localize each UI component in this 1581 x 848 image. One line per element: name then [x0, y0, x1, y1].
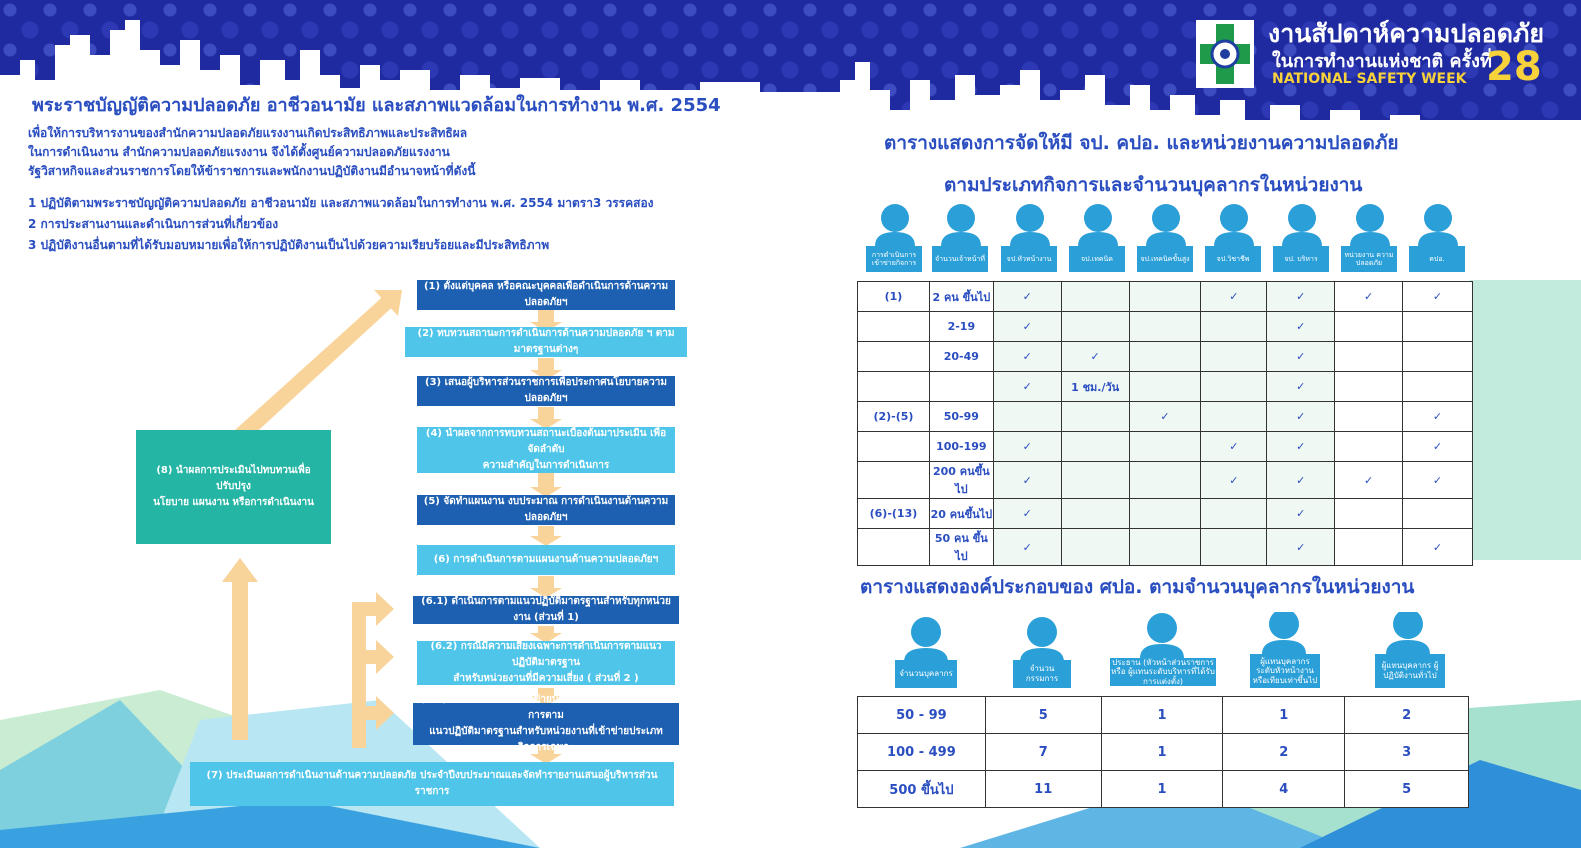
flow-step-8 — [136, 430, 331, 544]
staffing-table-cell: ✓ — [1403, 402, 1473, 432]
table1-title-line2: ตามประเภทกิจการและจำนวนบุคลากรในหน่วยงาน — [940, 170, 1366, 200]
staffing-table-cell — [1335, 402, 1403, 432]
committee-table-body — [858, 697, 1469, 808]
table2-header-0: จำนวนบุคลากร — [895, 660, 957, 688]
staffing-table-cell — [1201, 312, 1267, 342]
table1-header-0: การดำเนินการ เข้าข่ายกิจการ — [866, 246, 922, 272]
staffing-table-cell: ✓ — [1403, 462, 1473, 499]
flow-step-1 — [417, 280, 675, 310]
table1-header-6: จป. บริหาร — [1273, 246, 1329, 272]
logo-edition-number: 28 — [1486, 44, 1542, 90]
staffing-table-cell — [858, 312, 930, 342]
duty-2: 2 การประสานงานและดำเนินการส่วนที่เกี่ยวข้อง — [28, 217, 279, 231]
flow-step-7 — [190, 762, 674, 806]
staffing-table-cell: 50 คน ขึ้นไป — [929, 529, 993, 566]
staffing-table-cell — [1061, 529, 1129, 566]
staffing-table-cell: ✓ — [993, 432, 1061, 462]
staffing-table-cell: ✓ — [1403, 529, 1473, 566]
committee-table-cell: 1 — [1101, 771, 1223, 808]
staffing-table-cell: ✓ — [1129, 402, 1201, 432]
staffing-table-cell: (1) — [858, 282, 930, 312]
staffing-table-cell — [858, 342, 930, 372]
table1-header-2: จป.หัวหน้างาน — [1001, 246, 1057, 272]
staffing-table-cell: ✓ — [1267, 282, 1335, 312]
staffing-table-cell: ✓ — [1267, 372, 1335, 402]
staffing-table-cell — [1061, 499, 1129, 529]
flow-step-3 — [417, 376, 675, 406]
staffing-table-cell — [1403, 499, 1473, 529]
staffing-table-cell: 1 ชม./วัน — [1061, 372, 1129, 402]
intro-line-1: เพื่อให้การบริหารงานของสำนักความปลอดภัยแรงงานเกิดประสิทธิภาพและประสิทธิผล — [28, 126, 468, 140]
staffing-table-cell — [858, 462, 930, 499]
staffing-table-cell — [858, 372, 930, 402]
staffing-table-cell — [1201, 499, 1267, 529]
staffing-table-cell — [1061, 462, 1129, 499]
staffing-table-cell — [1335, 499, 1403, 529]
logo-title-line1: งานสัปดาห์ความปลอดภัย — [1268, 19, 1545, 48]
staffing-table-cell — [1335, 312, 1403, 342]
staffing-table-cell: ✓ — [1061, 342, 1129, 372]
table1-header-8: คปอ. — [1409, 246, 1465, 272]
staffing-table-cell: 20 คนขึ้นไป — [929, 499, 993, 529]
flow-step-4-line2: ความสำคัญในการดำเนินการ — [482, 460, 610, 471]
staffing-table-cell — [1061, 432, 1129, 462]
logo-title-english: NATIONAL SAFETY WEEK — [1272, 71, 1467, 87]
flow-step-2-text: (2) ทบทวนสถานะการดำเนินการด้านความปลอดภัย ฯ ตามมาตรฐานต่างๆ — [417, 328, 675, 355]
table2-title: ตารางแสดงองค์ประกอบของ ศปอ. ตามจำนวนบุคลากรในหน่วยงาน — [860, 576, 1415, 598]
flow-step-4-line1: (4) นำผลจากการทบทวนสถานะเบื้องต้นมาประเมิน เพื่อจัดลำดับ — [425, 428, 667, 455]
flow-step-6-1 — [413, 596, 679, 624]
page-title: พระราชบัญญัติความปลอดภัย อาชีวอนามัย และสภาพแวดล้อมในการทำงาน พ.ศ. 2554 — [28, 90, 725, 119]
staffing-table-cell — [1129, 462, 1201, 499]
table1-header-5: จป.วิชาชีพ — [1205, 246, 1261, 272]
staffing-table-row — [858, 312, 1473, 342]
staffing-table-cell — [929, 372, 993, 402]
staffing-table-cell — [1129, 342, 1201, 372]
staffing-table-cell: ✓ — [993, 372, 1061, 402]
committee-table-cell: 50 - 99 — [858, 697, 986, 734]
flow-step-6-3 — [413, 694, 679, 753]
staffing-table-cell — [858, 529, 930, 566]
staffing-table-cell — [1403, 372, 1473, 402]
staffing-table-cell — [1129, 372, 1201, 402]
person-icons-row1 — [862, 200, 1482, 246]
staffing-table-cell — [1201, 372, 1267, 402]
staffing-table-cell: 2 คน ขึ้นไป — [929, 282, 993, 312]
committee-table-cell: 100 - 499 — [858, 734, 986, 771]
flow-step-6-2 — [417, 641, 675, 685]
logo-title-line2: ในการทำงานแห่งชาติ ครั้งที่ — [1272, 51, 1492, 72]
staffing-table-cell — [1335, 432, 1403, 462]
table1-title-line1: ตารางแสดงการจัดให้มี จป. คปอ. และหน่วยงานความปลอดภัย — [880, 128, 1402, 158]
table2-header-3: ผู้แทนบุคลากร ระดับหัวหน้างาน หรือเทียบเท่าขึ้นไป — [1250, 654, 1320, 688]
staffing-table-cell — [1061, 312, 1129, 342]
flow-step-6-text: (6) การดำเนินการตามแผนงานด้านความปลอดภัยฯ — [433, 554, 659, 565]
staffing-table-cell: ✓ — [1267, 312, 1335, 342]
staffing-table-row — [858, 372, 1473, 402]
committee-table-cell: 3 — [1345, 734, 1469, 771]
staffing-table-cell: 20-49 — [929, 342, 993, 372]
committee-table-cell: 11 — [985, 771, 1101, 808]
staffing-table-cell: ✓ — [1267, 342, 1335, 372]
staffing-table-cell: ✓ — [1201, 432, 1267, 462]
staffing-table-cell: ✓ — [993, 312, 1061, 342]
flow-step-6 — [417, 545, 675, 575]
staffing-table-body — [858, 282, 1473, 566]
staffing-table-cell — [993, 402, 1061, 432]
staffing-table-cell: ✓ — [993, 462, 1061, 499]
staffing-table-row — [858, 462, 1473, 499]
staffing-table-cell: (2)-(5) — [858, 402, 930, 432]
table1-header-3: จป.เทคนิค — [1069, 246, 1125, 272]
flow-step-6-3-line1: (6.3) กรณีดำเนินการเข้าข่ายประเภทกิจการเฉพาะดำเนินการตาม — [420, 694, 672, 721]
staffing-table-row — [858, 529, 1473, 566]
staffing-table-cell: ✓ — [1335, 462, 1403, 499]
table2-header-2: ประธาน (หัวหน้าส่วนราชการหรือ ผู้แทนระดับบริหารที่ได้รับการแต่งตั้ง) — [1111, 657, 1215, 686]
staffing-table-cell: 100-199 — [929, 432, 993, 462]
staffing-table-cell — [1201, 342, 1267, 372]
staffing-table-cell: ✓ — [993, 499, 1061, 529]
intro-line-2: ในการดำเนินงาน สำนักความปลอดภัยแรงงาน จึงได้ตั้งศูนย์ความปลอดภัยแรงงาน — [28, 145, 450, 159]
staffing-table-cell — [1129, 499, 1201, 529]
staffing-table-cell — [1201, 402, 1267, 432]
flow-step-5 — [417, 495, 675, 525]
committee-table-cell: 2 — [1223, 734, 1345, 771]
committee-table-row — [858, 734, 1469, 771]
staffing-table-cell: ✓ — [993, 529, 1061, 566]
committee-table-cell: 4 — [1223, 771, 1345, 808]
committee-table-cell: 5 — [1345, 771, 1469, 808]
committee-table-cell: 500 ขึ้นไป — [858, 771, 986, 808]
staffing-table-cell: ✓ — [1403, 432, 1473, 462]
staffing-table-cell — [1129, 432, 1201, 462]
staffing-table-cell: ✓ — [1201, 462, 1267, 499]
table1-header-1: จำนวนเจ้าหน้าที่ — [932, 246, 988, 272]
staffing-table-cell: ✓ — [1267, 462, 1335, 499]
committee-table-row — [858, 697, 1469, 734]
committee-table-cell: 2 — [1345, 697, 1469, 734]
flow-step-8-line1: (8) นำผลการประเมินไปทบทวนเพื่อปรับปรุง — [156, 465, 311, 492]
staffing-table-cell — [1403, 312, 1473, 342]
staffing-table-cell: ✓ — [1267, 402, 1335, 432]
staffing-table-cell — [1403, 342, 1473, 372]
flow-step-6-2-line1: (6.2) กรณีมีความเสี่ยงเฉพาะการดำเนินการตามแนวปฏิบัติมาตรฐาน — [430, 641, 662, 668]
committee-table-cell: 5 — [985, 697, 1101, 734]
table1-header-7: หน่วยงาน ความปลอดภัย — [1341, 246, 1397, 272]
staffing-table-cell: (6)-(13) — [858, 499, 930, 529]
flow-step-5-text: (5) จัดทำแผนงาน งบประมาณ การดำเนินงานด้านความปลอดภัยฯ — [423, 496, 669, 523]
duty-1: 1 ปฏิบัติตามพระราชบัญญัติความปลอดภัย อาชีวอนามัย และสภาพแวดล้อมในการทำงาน พ.ศ. 2554 มาตรา3 วรรคสอง — [28, 196, 654, 210]
table2-header-4: ผู้แทนบุคลากร ผู้ปฏิบัติงานทั่วไป — [1375, 654, 1445, 688]
flow-step-8-line2: นโยบาย แผนงาน หรือการดำเนินงาน — [153, 497, 314, 508]
staffing-table-cell: ✓ — [993, 342, 1061, 372]
flow-step-6-1-text: (6.1) ดำเนินการตามแนวปฏิบัติมาตรฐานสำหรับทุกหน่วยงาน (ส่วนที่ 1) — [421, 596, 671, 623]
staffing-table-cell: 2-19 — [929, 312, 993, 342]
staffing-table-cell — [1129, 282, 1201, 312]
staffing-table-cell — [1335, 529, 1403, 566]
committee-table-cell: 7 — [985, 734, 1101, 771]
committee-table-cell: 1 — [1101, 697, 1223, 734]
staffing-table-cell: 50-99 — [929, 402, 993, 432]
flow-step-2 — [405, 327, 687, 357]
staffing-table-cell: ✓ — [1267, 499, 1335, 529]
staffing-table-cell — [1061, 282, 1129, 312]
staffing-table-cell — [1201, 529, 1267, 566]
committee-table-row — [858, 771, 1469, 808]
flow-step-3-text: (3) เสนอผู้บริหารส่วนราชการเพื่อประกาศนโยบายความปลอดภัยฯ — [425, 377, 667, 404]
flow-step-7-text: (7) ประเมินผลการดำเนินงานด้านความปลอดภัย ประจำปีงบประมาณและจัดทำรายงานเสนอผู้บริหารส่วนราชการ — [206, 770, 658, 797]
intro-line-3: รัฐวิสาหกิจและส่วนราชการโดยให้ข้าราชการและพนักงานปฏิบัติงานมีอำนาจหน้าที่ดังนี้ — [28, 164, 476, 178]
flow-step-6-3-line2: แนวปฏิบัติมาตรฐานสำหรับหน่วยงานที่เข้าข่ายประเภทกิจการเฉพาะ — [429, 726, 663, 753]
staffing-table-cell: ✓ — [1201, 282, 1267, 312]
flow-step-4 — [417, 427, 675, 473]
table2-header-1: จำนวน กรรมการ — [1013, 660, 1071, 688]
committee-table-cell: 1 — [1223, 697, 1345, 734]
flow-step-1-text: (1) ตั้งแต่บุคคล หรือคณะบุคคลเพื่อดำเนินการด้านความปลอดภัยฯ — [423, 281, 669, 308]
committee-composition-table — [857, 696, 1469, 808]
staffing-table-cell — [1129, 312, 1201, 342]
staffing-table-row — [858, 432, 1473, 462]
staffing-table-row — [858, 342, 1473, 372]
duty-3: 3 ปฏิบัติงานอื่นตามที่ได้รับมอบหมายเพื่อให้การปฏิบัติงานเป็นไปด้วยความเรียบร้อยและมีประสิทธิภาพ — [28, 238, 550, 252]
staffing-table-row — [858, 402, 1473, 432]
staffing-table-cell: ✓ — [1267, 432, 1335, 462]
staffing-requirements-table — [857, 281, 1473, 566]
table1-header-4: จป.เทคนิคขั้นสูง — [1137, 246, 1193, 272]
staffing-table-cell: ✓ — [1403, 282, 1473, 312]
staffing-table-cell — [1335, 342, 1403, 372]
staffing-table-cell: ✓ — [1267, 529, 1335, 566]
staffing-table-cell: ✓ — [993, 282, 1061, 312]
committee-table-cell: 1 — [1101, 734, 1223, 771]
staffing-table-cell: 200 คนขึ้นไป — [929, 462, 993, 499]
staffing-table-cell: ✓ — [1335, 282, 1403, 312]
staffing-table-cell — [858, 432, 930, 462]
staffing-table-row — [858, 499, 1473, 529]
staffing-table-cell — [1129, 529, 1201, 566]
staffing-table-row — [858, 282, 1473, 312]
staffing-table-cell — [1335, 372, 1403, 402]
staffing-table-cell — [1061, 402, 1129, 432]
flow-step-6-2-line2: สำหรับหน่วยงานที่มีความเสี่ยง ( ส่วนที่ 2 ) — [453, 673, 639, 684]
